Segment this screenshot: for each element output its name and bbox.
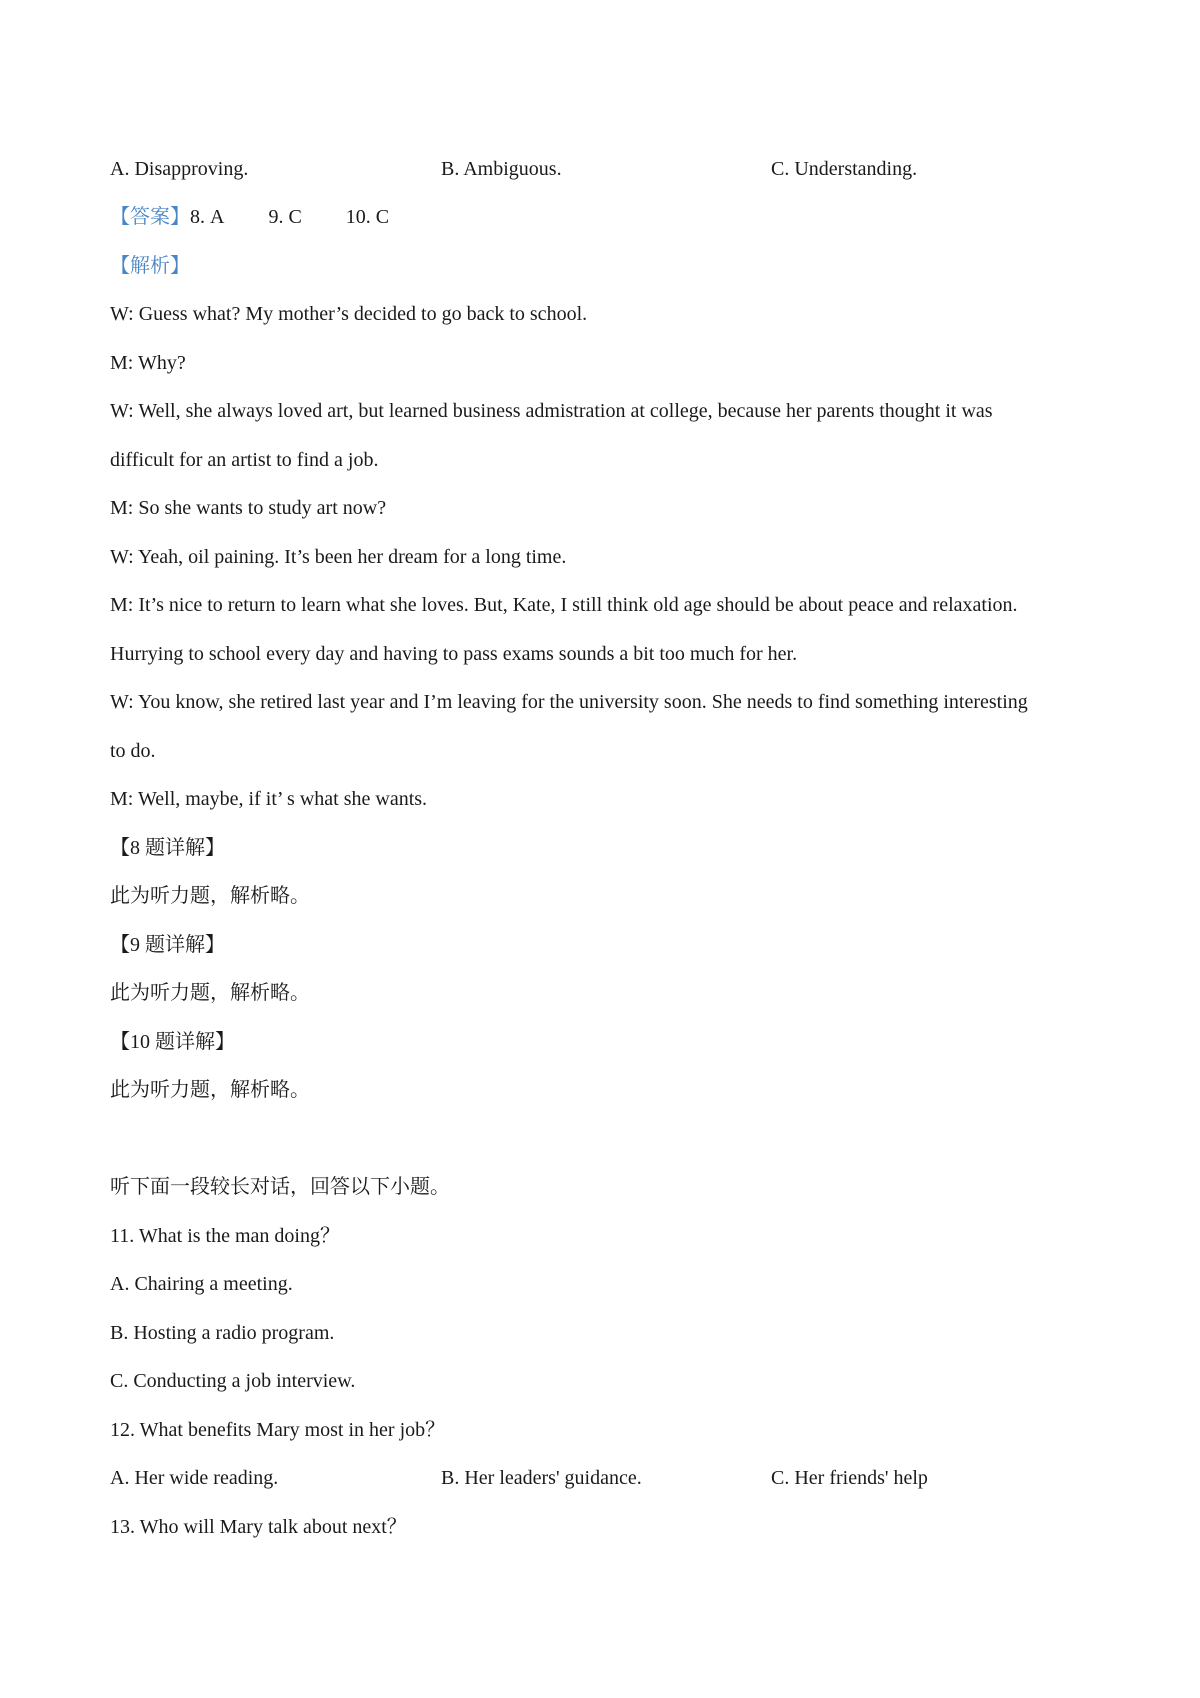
question-11-option-b: B. Hosting a radio program. [110, 1322, 335, 1344]
dialogue-line: M: It’s nice to return to learn what she loves. But, Kate, I still think old age should be about peace and relaxation. [110, 594, 1018, 616]
question-11-option-a: A. Chairing a meeting. [110, 1273, 293, 1295]
answer-q9: 9. C [268, 206, 302, 228]
answer-label: 【答案】 [110, 206, 190, 228]
section-intro: 听下面一段较长对话，回答以下小题。 [110, 1176, 450, 1198]
answer-q10: 10. C [345, 206, 390, 228]
question-12-option-b: B. Her leaders' guidance. [441, 1467, 642, 1489]
question-13-stem: 13. Who will Mary talk about next？ [110, 1516, 407, 1538]
dialogue-line: difficult for an artist to find a job. [110, 449, 379, 471]
option-c: C. Understanding. [771, 158, 918, 180]
detail-text-8: 此为听力题，解析略。 [110, 885, 310, 907]
detail-heading-9: 【9 题详解】 [110, 934, 225, 956]
answer-q8: 8. A [190, 206, 225, 228]
detail-heading-8: 【8 题详解】 [110, 837, 225, 859]
detail-text-10: 此为听力题，解析略。 [110, 1079, 310, 1101]
question-12-option-a: A. Her wide reading. [110, 1467, 279, 1489]
option-a: A. Disapproving. [110, 158, 249, 180]
dialogue-line: W: Guess what? My mother’s decided to go back to school. [110, 303, 588, 325]
detail-heading-10: 【10 题详解】 [110, 1031, 235, 1053]
answer-line [110, 205, 389, 229]
analysis-label: 【解析】 [110, 255, 190, 277]
detail-text-9: 此为听力题，解析略。 [110, 982, 310, 1004]
dialogue-line: M: So she wants to study art now? [110, 497, 387, 519]
dialogue-line: M: Well, maybe, if it’ s what she wants. [110, 788, 428, 810]
dialogue-line: W: Yeah, oil paining. It’s been her dream for a long time. [110, 546, 567, 568]
dialogue-line: W: Well, she always loved art, but learned business admistration at college, because her parents thought it was [110, 400, 993, 422]
question-12-stem: 12. What benefits Mary most in her job？ [110, 1419, 446, 1441]
dialogue-line: Hurrying to school every day and having to pass exams sounds a bit too much for her. [110, 643, 798, 665]
question-11-stem: 11. What is the man doing？ [110, 1225, 340, 1247]
option-b: B. Ambiguous. [441, 158, 562, 180]
dialogue-line: W: You know, she retired last year and I’m leaving for the university soon. She needs to find something interesting [110, 691, 1028, 713]
dialogue-line: to do. [110, 740, 156, 762]
dialogue-line: M: Why? [110, 352, 186, 374]
question-12-option-c: C. Her friends' help [771, 1467, 928, 1489]
question-11-option-c: C. Conducting a job interview. [110, 1370, 356, 1392]
